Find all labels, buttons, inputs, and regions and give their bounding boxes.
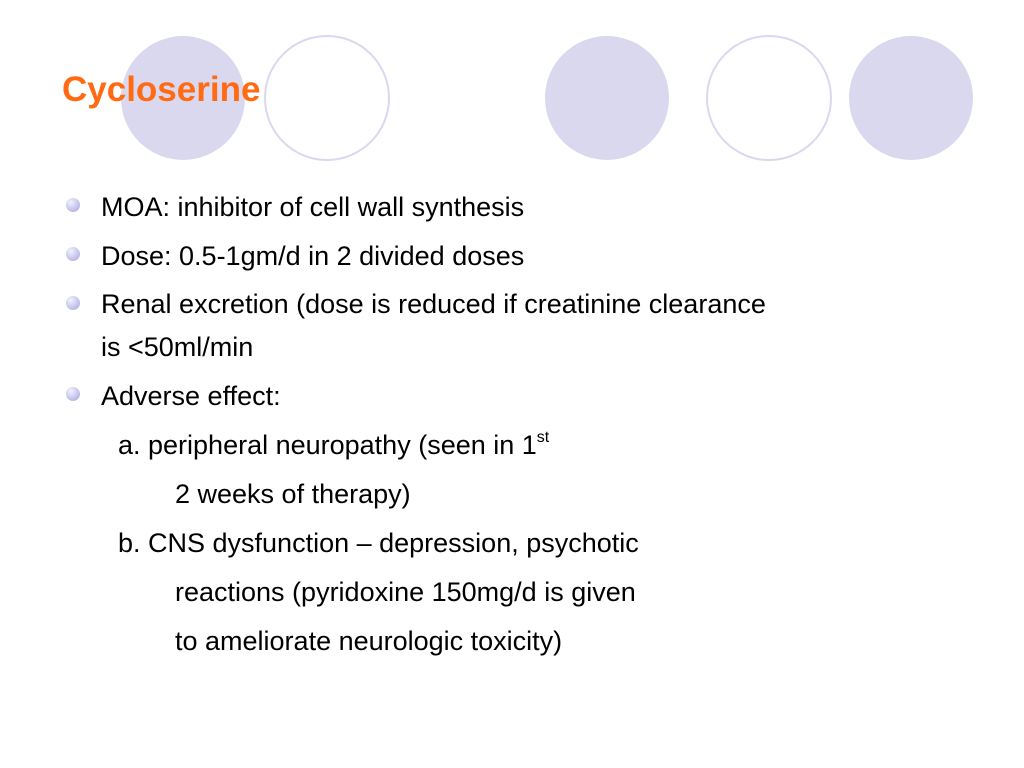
adverse-effect-b-line1: b. CNS dysfunction – depression, psychotic xyxy=(118,528,639,558)
bullet-text-renal-continuation: is <50ml/min xyxy=(101,332,254,362)
decorative-circle-outline xyxy=(264,35,390,161)
adverse-effect-b-line2: reactions (pyridoxine 150mg/d is given xyxy=(175,577,636,607)
bullet-text-renal: Renal excretion (dose is reduced if creatinine clearance xyxy=(101,289,766,319)
bullet-text-adverse: Adverse effect: xyxy=(101,381,281,411)
decorative-circle-outline xyxy=(706,35,832,161)
adverse-effect-b-line3: to ameliorate neurologic toxicity) xyxy=(175,626,563,656)
slide-title: Cycloserine xyxy=(62,70,261,109)
bullet-dot-icon xyxy=(66,387,80,401)
decorative-circle-filled xyxy=(849,36,973,160)
adverse-effect-a-line2: 2 weeks of therapy) xyxy=(175,479,411,509)
decorative-circle-filled xyxy=(545,36,669,160)
bullet-text-moa: MOA: inhibitor of cell wall synthesis xyxy=(101,192,525,222)
ordinal-superscript: st xyxy=(536,429,550,446)
bullet-dot-icon xyxy=(66,247,80,261)
adverse-effect-a-text: a. peripheral neuropathy (seen in 1 xyxy=(118,430,537,460)
bullet-dot-icon xyxy=(66,296,80,310)
adverse-effect-a-line1 xyxy=(118,429,550,460)
bullet-dot-icon xyxy=(66,198,80,212)
bullet-text-dose: Dose: 0.5-1gm/d in 2 divided doses xyxy=(101,241,525,271)
